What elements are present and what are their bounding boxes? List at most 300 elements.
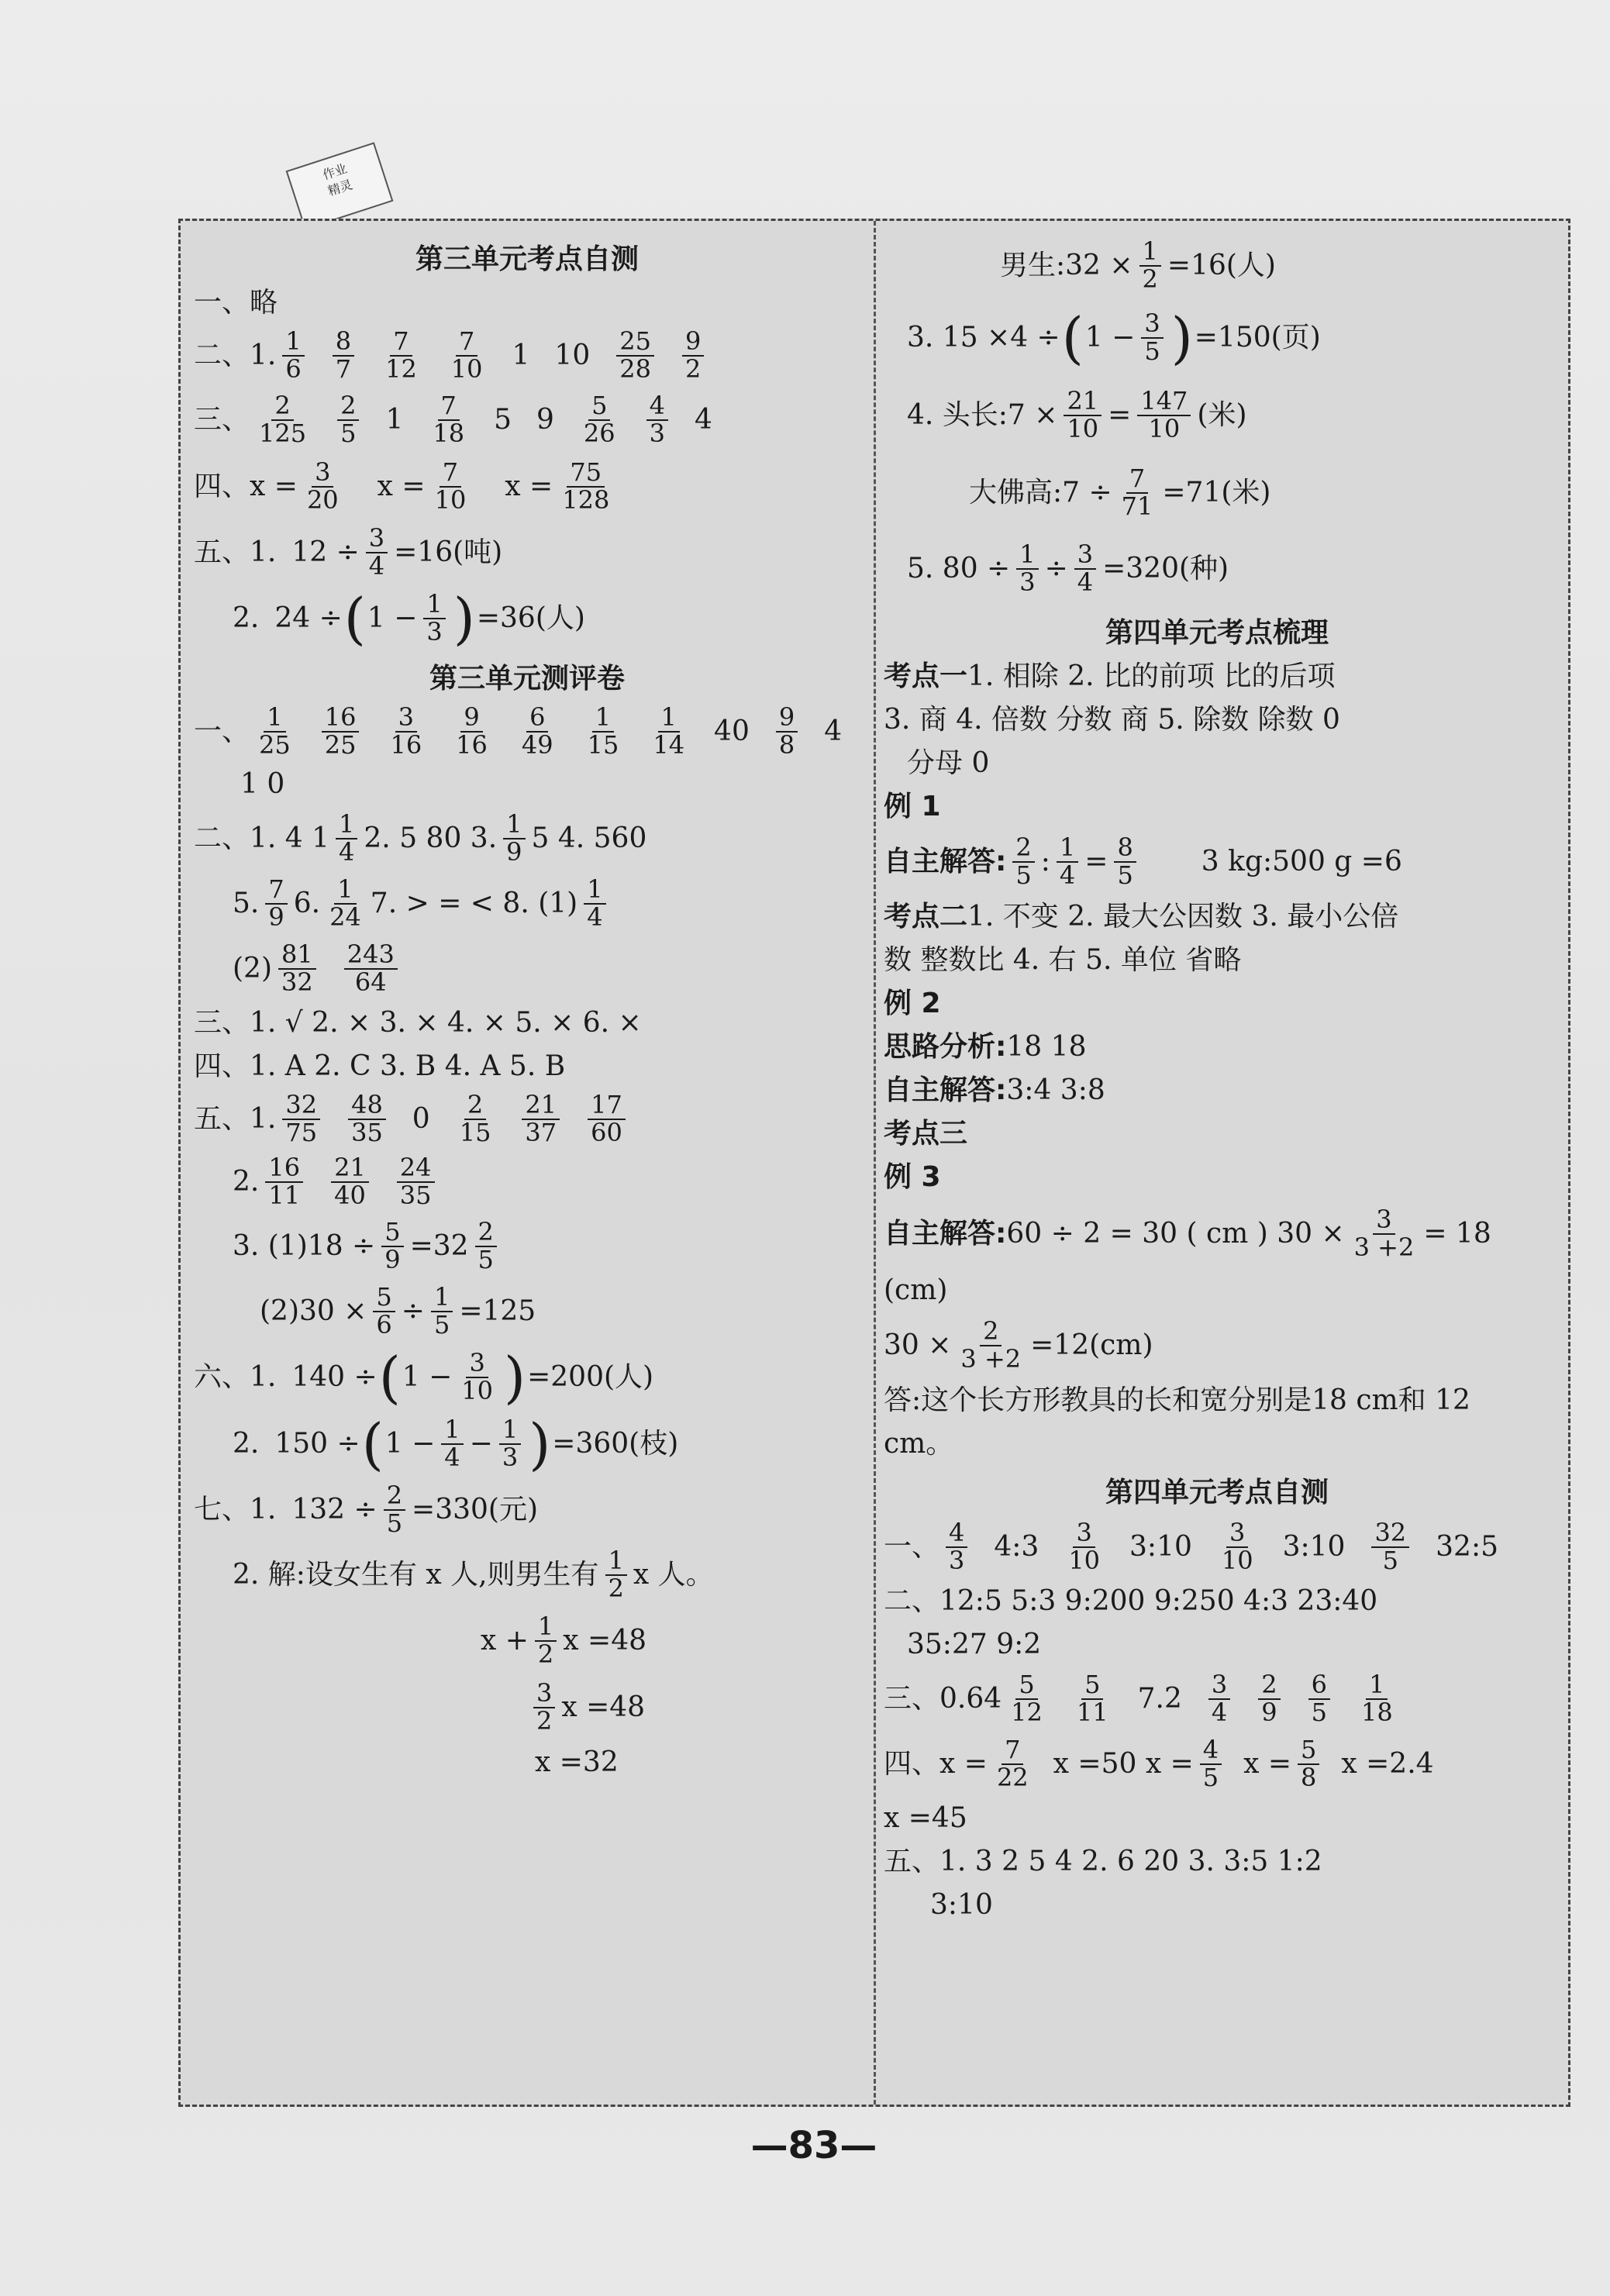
fraction [533, 1678, 555, 1736]
answer-line: 四、 x = $\frac{7}{22}$ x =50 x = $\frac{4}{5}$ x = $\frac{5}{8}$ x =2.4 [884, 1735, 1434, 1792]
denominator: 12 [1011, 1698, 1043, 1727]
numerator: 7 [456, 329, 477, 357]
denominator: 20 [306, 485, 339, 515]
answer-list [259, 1155, 440, 1208]
fraction [387, 702, 425, 760]
denominator: 60 [591, 1118, 622, 1147]
answer-line: $\frac{3}{2}$ x =48 [194, 1674, 860, 1741]
numerator: 1 [584, 877, 605, 905]
numerator: 1 [1366, 1672, 1388, 1700]
numerator: 2 [1012, 835, 1034, 863]
answer-line: 5. 80 ÷ $\frac{1}{3}$ ÷ $\frac{3}{4}$ =320(种) [907, 540, 1229, 597]
numerator: 1 [264, 705, 285, 733]
answer-list [250, 393, 717, 446]
numerator: 9 [460, 705, 482, 733]
numerator: 3 [1226, 1520, 1248, 1548]
fraction [304, 457, 342, 515]
numerator: 5 [1081, 1672, 1103, 1700]
fraction [366, 523, 388, 581]
numerator: 24 [397, 1155, 435, 1183]
numerator: 1 [1139, 239, 1161, 267]
fraction [384, 1483, 405, 1536]
denominator: 49 [521, 730, 553, 760]
fraction [282, 326, 304, 384]
answer-line: 5. $\frac{7}{9}$ 6. $\frac{1}{24}$ 7. > = < 8. (1) $\frac{1}{4}$ [194, 871, 860, 936]
fraction [256, 393, 309, 446]
fraction [337, 393, 359, 446]
answer-value: 5 [494, 404, 512, 436]
numerator: 21 [1064, 388, 1101, 416]
left-column [194, 233, 860, 1784]
answer-line: 1 0 [240, 768, 285, 801]
denominator: 16 [456, 730, 488, 760]
fraction [326, 874, 364, 932]
numerator: 2 [271, 393, 293, 421]
denominator: 26 [583, 419, 615, 448]
numerator: 5 [381, 1219, 403, 1247]
fraction [1139, 236, 1161, 294]
answer-line: x =45 [884, 1802, 967, 1835]
answer-line: 二、12:5 5:3 9:200 9:250 4:3 23:40 [884, 1585, 1378, 1618]
numerator: 1 [282, 329, 304, 357]
denominator: 15 [459, 1118, 491, 1147]
numerator: 6 [1308, 1672, 1330, 1700]
denominator: 3 [1019, 567, 1036, 597]
numerator: 3 [1073, 1520, 1095, 1548]
answer-line: 4. 头长:7 × $\frac{21}{10}$ = $\frac{147}{10}$ (米) [907, 386, 1247, 443]
numerator: 7 [1126, 466, 1148, 494]
page-number: —83— [750, 2124, 877, 2167]
answer-line: 三、 $\frac{2}{125}$ $\frac{2}{5}$ 1 $\frac{7}{18}$ 5 9 $\frac{5}{26}$ $\frac{4}{3}$ 4 [194, 387, 860, 453]
fraction [1057, 835, 1078, 888]
fraction [616, 326, 654, 384]
denominator: 35 [399, 1181, 432, 1210]
denominator: 16 [390, 730, 422, 760]
denominator: 125 [259, 419, 307, 448]
numerator: 32 [1371, 1520, 1409, 1548]
numerator: 1 [1057, 835, 1078, 863]
numerator: 48 [348, 1092, 386, 1120]
fraction [265, 874, 287, 932]
answer-line: 3. 商 4. 倍数 分数 商 5. 除数 除数 0 [884, 704, 1340, 736]
answer-line: 二、1. 4 1 $\frac{1}{4}$ 2. 5 80 3. $\frac{1}{9}$ 5 4. 560 [194, 809, 647, 867]
numerator: 4 [946, 1520, 967, 1548]
denominator: 32 [281, 967, 313, 997]
denominator: 35 [351, 1118, 383, 1147]
answer-line: 七、1. 132 ÷ $\frac{2}{5}$ =330(元) [194, 1481, 539, 1538]
denominator: 3 [949, 1546, 965, 1575]
answer-line: 二、1. $\frac{1}{6}$ $\frac{8}{7}$ $\frac{7}{12}$ $\frac{7}{10}$ 1 10 $\frac{25}{28}$ $\frac{9}{2}$ [194, 325, 860, 387]
answer-line: 2. 解:设女生有 x 人,则男生有 $\frac{1}{2}$ x 人。 [233, 1546, 714, 1603]
denominator: 10 [1148, 414, 1181, 443]
answer-value: 4 [694, 404, 712, 436]
denominator: 5 [433, 1310, 450, 1339]
numerator: 1 [605, 1548, 627, 1576]
numerator: 75 [567, 460, 605, 488]
denominator: 10 [1067, 414, 1099, 443]
answer-list [1002, 1672, 1402, 1725]
numerator: 2 [337, 393, 359, 421]
denominator: 5 [386, 1508, 403, 1538]
denominator: 10 [461, 1376, 494, 1405]
answer-line: 自主解答: $\frac{2}{5}$ : $\frac{1}{4}$ = $\frac{8}{5}$ 3 kg:500 g =6 [884, 833, 1402, 890]
fraction [441, 1417, 463, 1470]
section-title: 第四单元考点自测 [1105, 1477, 1329, 1508]
answer-value: 3:10 [1129, 1531, 1192, 1563]
fraction [1074, 1672, 1112, 1725]
numerator: 8 [1114, 835, 1136, 863]
denominator: 6 [376, 1310, 392, 1339]
answer-list [276, 1092, 632, 1146]
numerator: 2 [1258, 1672, 1280, 1700]
numerator: 5 [1015, 1672, 1037, 1700]
answer-line: 一、略 [194, 287, 278, 319]
answer-list [250, 702, 846, 760]
numerator: 9 [682, 329, 704, 357]
numerator: 1 [431, 1284, 453, 1312]
numerator: 147 [1137, 388, 1191, 416]
answer-line: 自主解答: 3:4 3:8 [884, 1074, 1105, 1107]
answer-value: 0 [412, 1103, 430, 1136]
fraction [776, 702, 798, 760]
fraction [535, 1614, 557, 1667]
fraction [1358, 1672, 1396, 1725]
numerator: 8 [333, 329, 354, 357]
answer-line: 一、 $\frac{1}{25}$ $\frac{16}{25}$ $\frac{3}{16}$ $\frac{9}{16}$ $\frac{6}{49}$ $\frac{1}{15}$ $\frac{1}{14}$ 40 $\frac{9}{8}$ 4 [194, 701, 860, 763]
denominator: 40 [334, 1181, 366, 1210]
denominator: 4 [444, 1443, 460, 1472]
numerator: 7 [438, 393, 460, 421]
denominator: 11 [1076, 1698, 1108, 1727]
fraction [1064, 388, 1101, 442]
denominator: 4 [1211, 1698, 1228, 1727]
denominator: 10 [434, 485, 467, 515]
denominator: 22 [996, 1763, 1029, 1792]
numerator: 1 [334, 877, 356, 905]
fraction [381, 1219, 403, 1273]
fraction [946, 1520, 967, 1574]
fraction [382, 326, 420, 384]
denominator: 3 [426, 617, 443, 646]
fraction [373, 1284, 395, 1338]
answer-value: 40 [714, 715, 750, 748]
fraction [1200, 1737, 1222, 1791]
numerator: 25 [616, 329, 654, 357]
denominator: 71 [1121, 491, 1153, 521]
denominator: 2 [536, 1706, 553, 1736]
answer-line: 30 × $\frac{2}{3 +2}$ =12(cm) [884, 1316, 1153, 1374]
fraction [499, 1417, 521, 1470]
fraction [994, 1737, 1032, 1791]
fraction [282, 1092, 320, 1146]
answer-line: 五、1. 12 ÷ $\frac{3}{4}$ =16(吨) [194, 523, 503, 581]
answer-value: 10 [554, 340, 591, 372]
numerator: 9 [776, 705, 798, 733]
section-title: 第三单元测评卷 [429, 663, 625, 695]
numerator: 6 [526, 705, 548, 733]
denominator: 4 [587, 902, 603, 932]
answer-line: 例 1 [884, 791, 941, 823]
denominator: 10 [450, 354, 483, 384]
answer-line: 三、1. √ 2. × 3. × 4. × 5. × 6. × [194, 1007, 642, 1039]
fraction [397, 1155, 435, 1208]
denominator: 24 [329, 902, 361, 932]
fraction [1298, 1737, 1319, 1791]
denominator: 15 [587, 730, 619, 760]
numerator: 3 [1074, 542, 1096, 570]
answer-line: 考点三 [884, 1118, 968, 1150]
numerator: 5 [1298, 1737, 1319, 1765]
fraction [458, 1350, 496, 1404]
numerator: 1 [499, 1417, 521, 1445]
denominator: 3 +2 [960, 1344, 1022, 1374]
fraction [457, 1092, 495, 1146]
answer-line: 3. (1)18 ÷ $\frac{5}{9}$ =32 $\frac{2}{5}$ [194, 1214, 860, 1279]
answer-line: 一、 $\frac{4}{3}$ 4:3 $\frac{3}{10}$ 3:10 $\frac{3}{10}$ 3:10 $\frac{32}{5}$ 32:5 [884, 1515, 1550, 1580]
fraction [581, 393, 619, 446]
numerator: 2 [980, 1319, 1002, 1346]
fraction [331, 1155, 369, 1208]
numerator: 5 [588, 393, 610, 421]
answer-value: 4 [824, 715, 843, 748]
answer-line: 例 2 [884, 988, 941, 1020]
denominator: 3 [649, 419, 665, 448]
numerator: 4 [1200, 1737, 1222, 1765]
numerator: 3 [1208, 1672, 1230, 1700]
denominator: 25 [259, 730, 291, 760]
answer-line: 分母 0 [907, 747, 990, 780]
denominator: 2 [608, 1574, 624, 1603]
numerator: 1 [535, 1614, 557, 1642]
fraction [453, 702, 491, 760]
numerator: 2 [475, 1219, 497, 1247]
numerator: 81 [278, 942, 316, 970]
fraction [431, 1284, 453, 1338]
numerator: 32 [282, 1092, 320, 1120]
fraction [522, 1092, 560, 1146]
numerator: 4 [646, 393, 668, 421]
fraction [429, 393, 467, 446]
numerator: 243 [344, 942, 398, 970]
answer-line: 答:这个长方形教具的长和宽分别是18 cm和 12 [884, 1384, 1470, 1417]
section-title: 第三单元考点自测 [415, 243, 639, 275]
numerator: 7 [390, 329, 412, 357]
answer-value: 9 [536, 404, 554, 436]
fraction [448, 326, 486, 384]
denominator: 5 [340, 419, 357, 448]
numerator: 2 [464, 1092, 486, 1120]
answer-value: 7.2 [1137, 1683, 1182, 1715]
denominator: 25 [324, 730, 357, 760]
denominator: 2 [684, 354, 702, 384]
denominator: 9 [506, 837, 522, 867]
answer-line: cm。 [884, 1428, 954, 1460]
fraction [559, 457, 612, 515]
answer-line: 四、 x = $\frac{3}{20}$ x = $\frac{7}{10}$ x = $\frac{75}{128}$ [194, 453, 860, 520]
answer-line: 六、1. 140 ÷ ( 1 − $\frac{3}{10}$ ) =200(人) [194, 1345, 654, 1410]
answer-line: 四、1. A 2. C 3. B 4. A 5. B [194, 1050, 566, 1083]
answer-list [276, 326, 710, 384]
answer-line: 大佛高:7 ÷ $\frac{7}{71}$ =71(米) [969, 464, 1271, 521]
denominator: 5 [1144, 336, 1160, 366]
fraction [1351, 1207, 1418, 1260]
fraction [256, 702, 294, 760]
numerator: 1 [441, 1417, 463, 1445]
fraction [605, 1548, 627, 1601]
denominator: 9 [1261, 1698, 1277, 1727]
denominator: 5 [1382, 1546, 1398, 1575]
answer-line: x + $\frac{1}{2}$ x =48 [481, 1612, 646, 1669]
fraction [503, 809, 525, 867]
fraction [432, 457, 470, 515]
fraction [1008, 1672, 1046, 1725]
denominator: 2 [1142, 264, 1158, 294]
numerator: 1 [503, 812, 525, 839]
answer-list [272, 939, 404, 997]
numerator: 7 [1002, 1737, 1023, 1765]
denominator: 10 [1221, 1546, 1253, 1575]
numerator: 3 [395, 705, 417, 733]
numerator: 7 [265, 877, 287, 905]
numerator: 3 [1373, 1207, 1395, 1235]
denominator: 4 [1077, 567, 1094, 597]
denominator: 8 [1301, 1763, 1317, 1792]
fraction [1119, 466, 1157, 519]
numerator: 1 [336, 812, 357, 839]
fraction [333, 326, 354, 384]
answer-line: 自主解答: 60 ÷ 2 = 30 ( cm ) 30 × $\frac{3}{3 +2}$ = 18 [884, 1205, 1491, 1262]
denominator: 18 [1360, 1698, 1393, 1727]
answer-line: 五、1. 3 2 5 4 2. 6 20 3. 3:5 1:2 [884, 1846, 1322, 1878]
answer-value: 4:3 [994, 1531, 1039, 1563]
answer-value: 3:10 [1282, 1531, 1346, 1563]
denominator: 4 [1059, 860, 1076, 890]
fraction [584, 874, 605, 932]
numerator: 21 [522, 1092, 560, 1120]
logo-stamp: 作业 精灵 [286, 142, 394, 229]
denominator: 11 [268, 1181, 301, 1210]
denominator: 28 [619, 354, 651, 384]
numerator: 16 [265, 1155, 303, 1183]
numerator: 17 [588, 1092, 626, 1120]
fraction [584, 702, 622, 760]
numerator: 3 [466, 1350, 488, 1378]
numerator: 16 [322, 705, 360, 733]
denominator: 5 [1311, 1698, 1327, 1727]
fraction [1137, 388, 1191, 442]
fraction [1219, 1520, 1257, 1574]
numerator: 1 [1016, 542, 1038, 570]
fraction [1012, 835, 1034, 888]
answer-line: 三、0.64 $\frac{5}{12}$ $\frac{5}{11}$ 7.2 $\frac{3}{4}$ $\frac{2}{9}$ $\frac{6}{5}$ $\frac{1}{18}$ [884, 1667, 1550, 1732]
answer-line: 考点一 1. 相除 2. 比的前项 比的后项 [884, 660, 1336, 693]
numerator: 21 [331, 1155, 369, 1183]
fraction [348, 1092, 386, 1146]
denominator: 4 [368, 551, 385, 581]
numerator: 3 [1141, 311, 1163, 339]
numerator: 1 [592, 705, 614, 733]
fraction [1016, 542, 1038, 595]
fraction [1114, 835, 1136, 888]
denominator: 75 [285, 1118, 318, 1147]
denominator: 3 [502, 1443, 519, 1472]
answer-value: 1 [385, 404, 404, 436]
fraction [1141, 311, 1163, 364]
answer-line: 数 整数比 4. 右 5. 单位 省略 [884, 944, 1242, 977]
denominator: 8 [778, 730, 795, 760]
denominator: 37 [525, 1118, 557, 1147]
denominator: 9 [384, 1245, 401, 1274]
answer-line: 男生:32 × $\frac{1}{2}$ =16(人) [1000, 236, 1276, 294]
answer-value: 32:5 [1436, 1531, 1498, 1563]
denominator: 64 [354, 967, 387, 997]
fraction [475, 1219, 497, 1273]
fraction [519, 702, 557, 760]
fraction [588, 1092, 626, 1146]
answer-line: 3. 15 ×4 ÷ ( 1 − $\frac{3}{5}$ ) =150(页) [907, 305, 1321, 371]
denominator: 18 [433, 419, 465, 448]
fraction [1258, 1672, 1280, 1725]
denominator: 4 [339, 837, 355, 867]
denominator: 5 [1015, 860, 1032, 890]
numerator: 1 [658, 705, 680, 733]
denominator: 128 [562, 485, 610, 515]
fraction [322, 702, 360, 760]
fraction [1308, 1672, 1330, 1725]
answer-line: (2) $\frac{81}{32}$ $\frac{243}{64}$ [194, 936, 860, 1001]
answer-line: 2. $\frac{16}{11}$ $\frac{21}{40}$ $\frac{24}{35}$ [194, 1150, 860, 1214]
answer-line: (2)30 × $\frac{5}{6}$ ÷ $\frac{1}{5}$ =125 [260, 1282, 536, 1339]
fraction [423, 591, 445, 645]
denominator: 5 [1202, 1763, 1219, 1792]
numerator: 7 [440, 460, 461, 488]
fraction [265, 1155, 303, 1208]
fraction [344, 939, 398, 997]
fraction [957, 1316, 1024, 1374]
answer-value: 1 [512, 340, 530, 372]
right-column [884, 233, 1550, 1927]
denominator: 5 [477, 1245, 494, 1274]
fraction [682, 326, 704, 384]
fraction [650, 702, 688, 760]
answer-line: 五、1. $\frac{32}{75}$ $\frac{48}{35}$ 0 $\frac{2}{15}$ $\frac{21}{37}$ $\frac{17}{60}$ [194, 1088, 860, 1150]
fraction [646, 393, 668, 446]
fraction [278, 939, 316, 997]
answer-line: 思路分析: 18 18 [884, 1031, 1087, 1064]
fraction [1074, 542, 1096, 595]
answer-line: 例 3 [884, 1161, 941, 1194]
answer-line: 3:10 [930, 1889, 993, 1922]
denominator: 12 [385, 354, 417, 384]
fraction [1371, 1520, 1409, 1574]
numerator: 1 [423, 591, 445, 619]
denominator: 3 +2 [1353, 1232, 1415, 1262]
numerator: 3 [533, 1681, 555, 1708]
answer-line: 2. 24 ÷ ( 1 − $\frac{1}{3}$ ) =36(人) [233, 586, 585, 651]
denominator: 5 [1117, 860, 1133, 890]
answer-line: x =32 [535, 1746, 619, 1779]
answer-line: (cm) [884, 1274, 948, 1307]
denominator: 14 [653, 730, 685, 760]
fraction [336, 809, 357, 867]
answer-line: 2. 150 ÷ ( 1 − $\frac{1}{4}$ − $\frac{1}{3}$ ) =360(枝) [233, 1412, 679, 1477]
answer-line: 35:27 9:2 [907, 1629, 1042, 1661]
fraction [1208, 1672, 1230, 1725]
denominator: 10 [1068, 1546, 1101, 1575]
denominator: 7 [335, 354, 352, 384]
numerator: 3 [312, 460, 333, 488]
numerator: 2 [384, 1483, 405, 1511]
